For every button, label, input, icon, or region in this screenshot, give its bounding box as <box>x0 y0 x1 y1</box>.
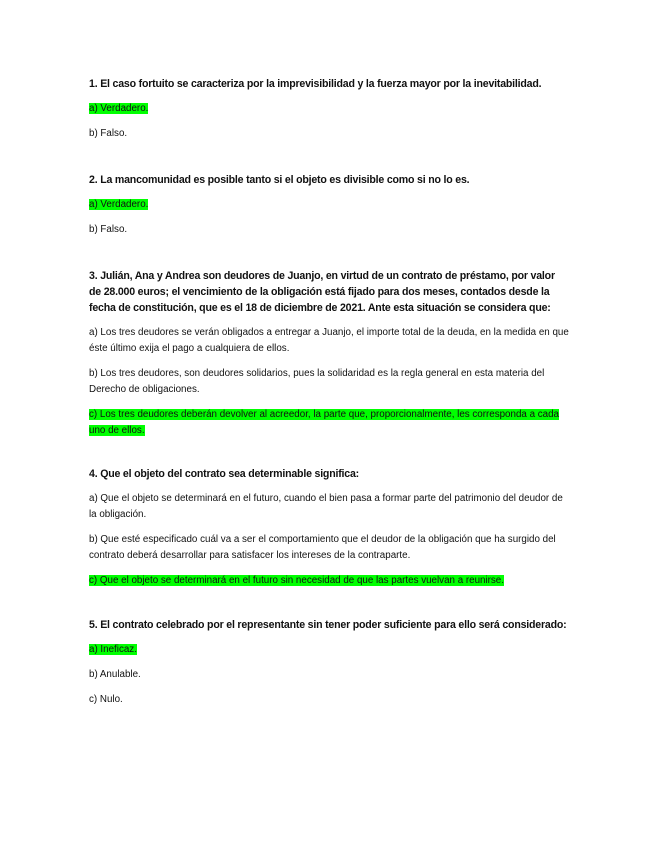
question-4-title <box>89 466 569 482</box>
question-number: 5. <box>89 619 98 631</box>
question-text: El contrato celebrado por el representante sin tener poder suficiente para ello será considerado: <box>100 619 567 631</box>
correct-answer-highlight: a) Verdadero. <box>89 199 149 210</box>
question-5 <box>89 617 569 708</box>
question-3-option-b: b) Los tres deudores, son deudores solidarios, pues la solidaridad es la regla general en esta materia del Derecho de obligaciones. <box>89 368 545 395</box>
question-3-option-a: a) Los tres deudores se verán obligados a entregar a Juanjo, el importe total de la deuda, en la medida en que éste último exija el pago a cualquiera de ellos. <box>89 327 569 354</box>
question-1-option-b: b) Falso. <box>89 128 128 139</box>
question-text: Julián, Ana y Andrea son deudores de Juanjo, en virtud de un contrato de préstamo, por valor de 28.000 euros; el vencimiento de la obligación está fijado para dos meses, contados desde la fecha de constitución, que es el 18 de diciembre de 2021. Ante esta situación se considera que: <box>89 270 555 314</box>
question-3-title <box>89 268 569 316</box>
question-number: 2. <box>89 174 98 186</box>
question-number: 4. <box>89 468 98 480</box>
question-1-title <box>89 76 569 92</box>
question-number: 3. <box>89 270 98 282</box>
question-4-option-b: b) Que esté especificado cuál va a ser el comportamiento que el deudor de la obligación que ha surgido del contrato deberá desarrollar para satisfacer los intereses de la contraparte. <box>89 534 556 561</box>
question-3 <box>89 268 569 439</box>
question-1-option-a <box>89 101 569 117</box>
correct-answer-highlight: a) Verdadero. <box>89 103 149 114</box>
question-5-option-c: c) Nulo. <box>89 694 123 705</box>
question-4-option-c <box>89 573 569 589</box>
correct-answer-highlight: a) Ineficaz. <box>89 644 137 655</box>
question-2-option-b: b) Falso. <box>89 224 128 235</box>
question-text: Que el objeto del contrato sea determinable significa: <box>100 468 360 480</box>
question-text: El caso fortuito se caracteriza por la imprevisibilidad y la fuerza mayor por la inevitabilidad. <box>100 78 542 90</box>
correct-answer-highlight: c) Los tres deudores deberán devolver al acreedor, la parte que, proporcionalmente, les corresponda a cada uno de ellos. <box>89 409 559 436</box>
question-2-title <box>89 172 569 188</box>
question-5-option-a <box>89 642 569 658</box>
question-4-option-a: a) Que el objeto se determinará en el futuro, cuando el bien pasa a formar parte del patrimonio del deudor de la obligación. <box>89 493 563 520</box>
question-3-option-c <box>89 407 569 439</box>
question-5-title <box>89 617 569 633</box>
question-4 <box>89 466 569 589</box>
question-2-option-a <box>89 197 569 213</box>
correct-answer-highlight: c) Que el objeto se determinará en el futuro sin necesidad de que las partes vuelvan a reunirse. <box>89 575 504 586</box>
question-text: La mancomunidad es posible tanto si el objeto es divisible como si no lo es. <box>100 174 470 186</box>
question-1 <box>89 76 569 142</box>
question-2 <box>89 172 569 238</box>
question-number: 1. <box>89 78 98 90</box>
question-5-option-b: b) Anulable. <box>89 669 141 680</box>
